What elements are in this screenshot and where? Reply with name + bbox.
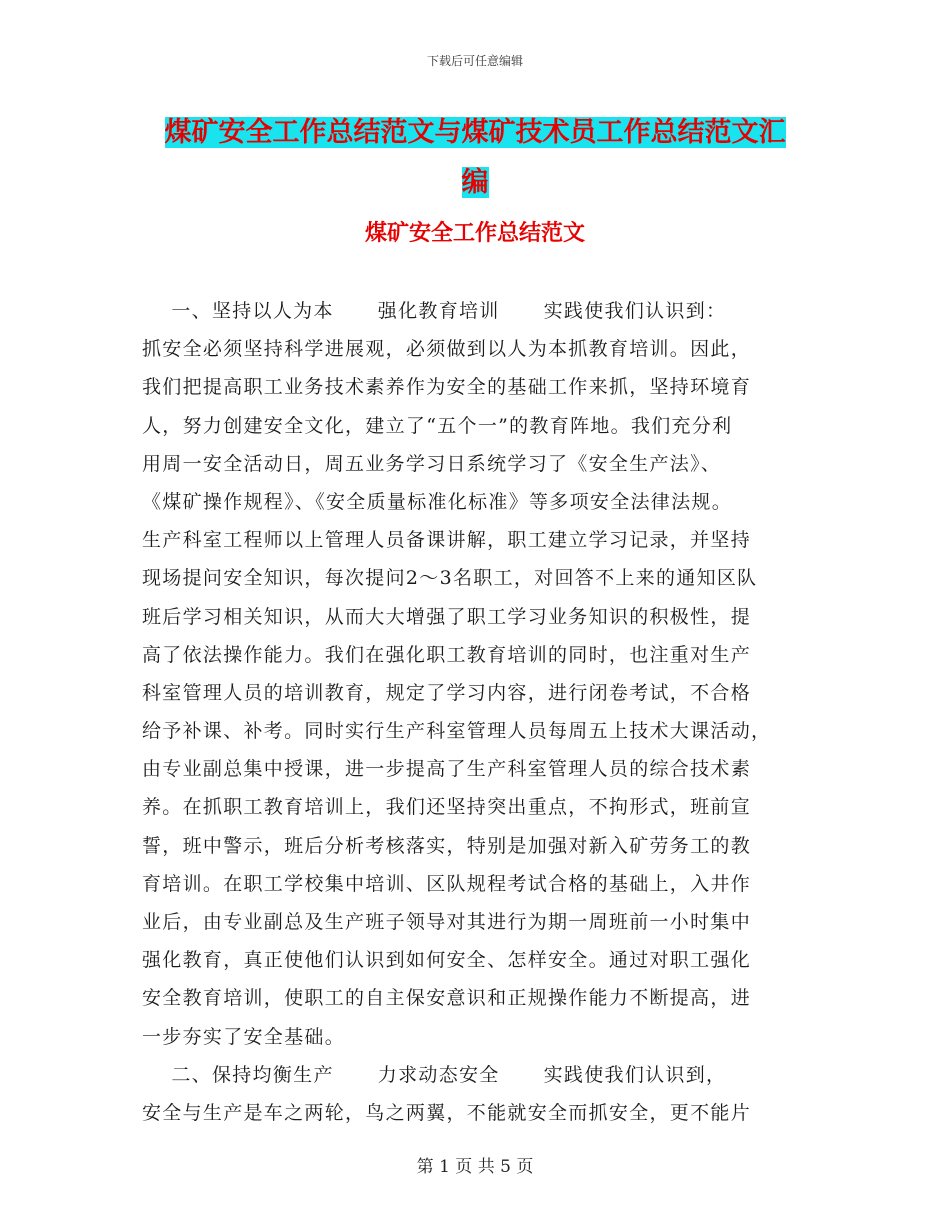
body-line: 由专业副总集中授课，进一步提高了生产科室管理人员的综合技术素 xyxy=(142,758,752,781)
page-footer: 第 1 页 共 5 页 xyxy=(416,1157,534,1177)
document-title xyxy=(140,108,810,208)
body-line: 强化教育，真正使他们认识到如何安全、怎样安全。通过对职工强化 xyxy=(142,949,752,972)
document-title-line-1: 煤矿安全工作总结范文与煤矿技术员工作总结范文汇 xyxy=(164,117,786,148)
body-line: 抓安全必须坚持科学进展观，必须做到以人为本抓教育培训。因此， xyxy=(142,338,752,361)
document-title-line-2: 编 xyxy=(461,167,489,198)
body-line: 业后，由专业副总及生产班子领导对其进行为期一周班前一小时集中 xyxy=(142,911,752,933)
body-line: 生产科室工程师以上管理人员备课讲解，职工建立学习记录，并坚持 xyxy=(142,529,752,552)
body-line: 安全教育培训，使职工的自主保安意识和正规操作能力不断提高，进 xyxy=(142,987,752,1010)
section-heading: 煤矿安全工作总结范文 xyxy=(364,220,585,246)
body-line: 《煤矿操作规程》、《安全质量标准化标准》等多项安全法律法规。 xyxy=(142,490,733,513)
body-line: 班后学习相关知识，从而大大增强了职工学习业务知识的积极性，提 xyxy=(142,605,752,628)
body-line: 给予补课、补考。同时实行生产科室管理人员每周五上技术大课活动， xyxy=(142,720,772,743)
body-line: 安全与生产是车之两轮，鸟之两翼，不能就安全而抓安全，更不能片 xyxy=(142,1101,752,1124)
body-line: 高了依法操作能力。我们在强化职工教育培训的同时，也注重对生产 xyxy=(142,643,752,666)
body-line: 我们把提高职工业务技术素养作为安全的基础工作来抓，坚持环境育 xyxy=(142,376,752,399)
body-line: 科室管理人员的培训教育，规定了学习内容，进行闭卷考试，不合格 xyxy=(142,681,752,704)
body-text xyxy=(142,292,804,1132)
body-line: 誓，班中警示，班后分析考核落实，特别是加强对新入矿劳务工的教 xyxy=(142,834,752,857)
body-line: 人，努力创建安全文化，建立了“五个一”的教育阵地。我们充分利 xyxy=(142,414,733,437)
body-line: 二、保持均衡生产 力求动态安全 实践使我们认识到， xyxy=(142,1063,727,1086)
body-line: 现场提问安全知识，每次提问2～3名职工，对回答不上来的通知区队 xyxy=(142,567,758,590)
body-line: 育培训。在职工学校集中培训、区队规程考试合格的基础上，入井作 xyxy=(142,872,752,895)
body-line: 一、坚持以人为本 强化教育培训 实践使我们认识到： xyxy=(142,300,727,322)
body-line: 用周一安全活动日，周五业务学习日系统学习了《安全生产法》、 xyxy=(142,452,722,475)
body-line: 一步夯实了安全基础。 xyxy=(142,1025,346,1048)
page-header: 下载后可任意编辑 xyxy=(426,54,523,68)
body-line: 养。在抓职工教育培训上，我们还坚持突出重点，不拘形式，班前宣 xyxy=(142,796,752,819)
